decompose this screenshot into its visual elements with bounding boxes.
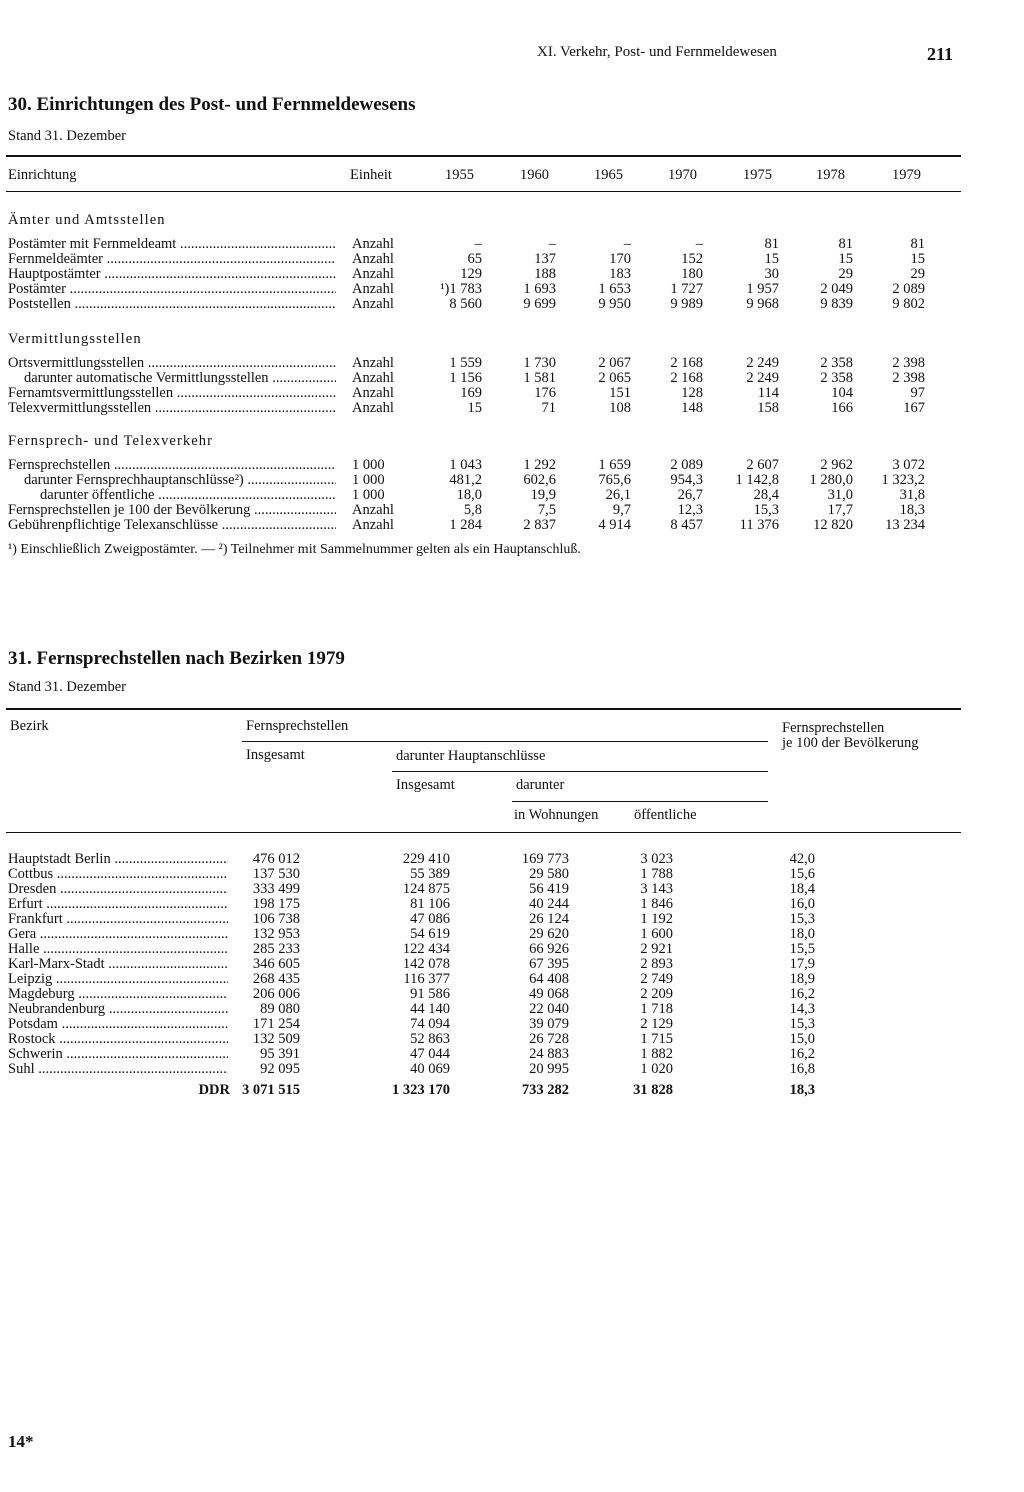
col-head-fernsprechstellen: Fernsprechstellen	[246, 718, 349, 734]
cell-hauptanschluesse: 81 106	[410, 896, 450, 912]
cell-hauptanschluesse: 52 863	[410, 1031, 450, 1047]
row-unit: Anzahl	[352, 400, 394, 416]
cell-insgesamt: 476 012	[252, 851, 300, 867]
table-row	[0, 1062, 1024, 1077]
rule-darunter-haupt	[392, 771, 768, 772]
cell-value: 1 653	[598, 281, 631, 297]
cell-value: –	[474, 236, 482, 252]
cell-value: 169	[460, 385, 482, 401]
row-label: Hauptpostämter .....	[8, 267, 336, 282]
total-insgesamt: 3 071 515	[242, 1082, 300, 1098]
col-head-wohnungen: in Wohnungen	[514, 807, 599, 823]
cell-value: 31,8	[899, 487, 925, 503]
cell-value: 954,3	[670, 472, 703, 488]
rule-darunter	[512, 801, 768, 802]
cell-value: 602,6	[523, 472, 556, 488]
table-row	[0, 897, 1024, 912]
cell-value: 129	[460, 266, 482, 282]
cell-wohnungen: 20 995	[529, 1061, 569, 1077]
cell-value: 7,5	[537, 502, 556, 518]
cell-value: 4 914	[598, 517, 631, 533]
cell-value: 15,3	[753, 502, 779, 518]
cell-value: 29	[838, 266, 853, 282]
cell-value: 71	[541, 400, 556, 416]
cell-value: 2 065	[598, 370, 631, 386]
row-bezirk: Halle .....	[8, 942, 228, 957]
cell-value: 12,3	[677, 502, 703, 518]
cell-oeffentliche: 1 600	[640, 926, 673, 942]
cell-value: 2 168	[670, 355, 703, 371]
table-31-top-rule	[6, 708, 961, 710]
table-30-title: 30. Einrichtungen des Post- und Fernmeldewesens	[8, 94, 416, 115]
cell-value: 2 398	[892, 370, 925, 386]
table-row	[0, 942, 1024, 957]
cell-value: 12 820	[813, 517, 853, 533]
table-row	[0, 297, 1024, 312]
running-header: XI. Verkehr, Post- und Fernmeldewesen	[537, 44, 777, 60]
signature-mark: 14*	[8, 1432, 34, 1451]
col-head-year: 1965	[594, 167, 623, 183]
table-31-head-rule	[6, 832, 961, 833]
cell-value: 2 168	[670, 370, 703, 386]
cell-je100: 18,0	[789, 926, 815, 942]
cell-wohnungen: 29 620	[529, 926, 569, 942]
table-row	[0, 1002, 1024, 1017]
table-row	[0, 488, 1024, 503]
row-unit: Anzahl	[352, 251, 394, 267]
row-bezirk: Magdeburg .....	[8, 987, 228, 1002]
cell-wohnungen: 39 079	[529, 1016, 569, 1032]
table-row	[0, 927, 1024, 942]
cell-value: –	[695, 236, 703, 252]
cell-insgesamt: 137 530	[252, 866, 300, 882]
cell-value: 188	[534, 266, 556, 282]
table-row	[0, 252, 1024, 267]
cell-oeffentliche: 1 788	[640, 866, 673, 882]
row-label: Postämter mit Fernmeldeamt .....	[8, 237, 336, 252]
cell-value: 166	[831, 400, 853, 416]
cell-value: 30	[764, 266, 779, 282]
cell-value: 1 581	[523, 370, 556, 386]
row-unit: 1 000	[352, 472, 385, 488]
col-head-year: 1970	[668, 167, 697, 183]
cell-je100: 16,2	[789, 1046, 815, 1062]
cell-insgesamt: 89 080	[260, 1001, 300, 1017]
cell-value: 29	[910, 266, 925, 282]
total-row	[0, 1083, 1024, 1098]
cell-hauptanschluesse: 229 410	[402, 851, 450, 867]
cell-value: 481,2	[449, 472, 482, 488]
col-head-year: 1975	[743, 167, 772, 183]
table-31-title: 31. Fernsprechstellen nach Bezirken 1979	[8, 648, 345, 669]
cell-oeffentliche: 2 129	[640, 1016, 673, 1032]
table-row	[0, 518, 1024, 533]
cell-value: 1 727	[670, 281, 703, 297]
row-label: Fernmeldeämter .....	[8, 252, 336, 267]
cell-hauptanschluesse: 54 619	[410, 926, 450, 942]
row-label: darunter Fernsprechhauptanschlüsse²) .....	[24, 473, 336, 488]
cell-value: 170	[609, 251, 631, 267]
cell-insgesamt: 106 738	[252, 911, 300, 927]
cell-je100: 15,5	[789, 941, 815, 957]
table-row	[0, 882, 1024, 897]
cell-value: 2 249	[746, 355, 779, 371]
cell-value: 128	[681, 385, 703, 401]
cell-oeffentliche: 1 718	[640, 1001, 673, 1017]
cell-value: 9,7	[612, 502, 631, 518]
rule-fernsprechstellen	[242, 741, 768, 742]
total-wohnungen: 733 282	[521, 1082, 569, 1098]
col-head-je100-line1: Fernsprechstellen	[782, 720, 885, 736]
cell-wohnungen: 56 419	[529, 881, 569, 897]
table-row	[0, 458, 1024, 473]
cell-insgesamt: 268 435	[252, 971, 300, 987]
cell-insgesamt: 132 509	[252, 1031, 300, 1047]
cell-insgesamt: 132 953	[252, 926, 300, 942]
page-number: 211	[927, 44, 954, 64]
cell-value: 2 607	[746, 457, 779, 473]
cell-oeffentliche: 3 143	[640, 881, 673, 897]
row-bezirk: Leipzig .....	[8, 972, 228, 987]
cell-je100: 18,9	[789, 971, 815, 987]
cell-insgesamt: 333 499	[252, 881, 300, 897]
row-bezirk: Potsdam .....	[8, 1017, 228, 1032]
cell-je100: 15,3	[789, 911, 815, 927]
total-oeffentliche: 31 828	[633, 1082, 673, 1098]
cell-wohnungen: 67 395	[529, 956, 569, 972]
cell-hauptanschluesse: 142 078	[402, 956, 450, 972]
cell-value: 1 730	[523, 355, 556, 371]
cell-je100: 17,9	[789, 956, 815, 972]
cell-insgesamt: 95 391	[260, 1046, 300, 1062]
row-unit: 1 000	[352, 487, 385, 503]
cell-je100: 15,3	[789, 1016, 815, 1032]
cell-insgesamt: 206 006	[252, 986, 300, 1002]
cell-value: 11 376	[739, 517, 779, 533]
table-30-head-rule	[6, 191, 961, 192]
cell-oeffentliche: 1 846	[640, 896, 673, 912]
cell-oeffentliche: 1 020	[640, 1061, 673, 1077]
cell-value: 5,8	[463, 502, 482, 518]
table-row	[0, 867, 1024, 882]
cell-oeffentliche: 3 023	[640, 851, 673, 867]
cell-value: 1 323,2	[881, 472, 925, 488]
col-head-darunter-haupt: darunter Hauptanschlüsse	[396, 748, 546, 764]
row-bezirk: Neubrandenburg .....	[8, 1002, 228, 1017]
table-row	[0, 972, 1024, 987]
row-bezirk: Dresden .....	[8, 882, 228, 897]
cell-value: 9 989	[670, 296, 703, 312]
table-row	[0, 371, 1024, 386]
cell-value: 1 693	[523, 281, 556, 297]
cell-value: 26,1	[605, 487, 631, 503]
cell-hauptanschluesse: 116 377	[403, 971, 450, 987]
cell-value: 108	[609, 400, 631, 416]
col-head-year: 1960	[520, 167, 549, 183]
table-row	[0, 912, 1024, 927]
cell-value: 17,7	[827, 502, 853, 518]
cell-value: 1 280,0	[809, 472, 853, 488]
table-31-subtitle: Stand 31. Dezember	[8, 679, 126, 695]
cell-value: 15	[467, 400, 482, 416]
cell-value: 2 837	[523, 517, 556, 533]
row-bezirk: Suhl .....	[8, 1062, 228, 1077]
cell-je100: 16,0	[789, 896, 815, 912]
cell-value: 151	[609, 385, 631, 401]
cell-oeffentliche: 1 882	[640, 1046, 673, 1062]
row-bezirk: Karl-Marx-Stadt .....	[8, 957, 228, 972]
row-bezirk: Erfurt .....	[8, 897, 228, 912]
row-unit: Anzahl	[352, 355, 394, 371]
col-head-year: 1978	[816, 167, 845, 183]
cell-value: 18,0	[456, 487, 482, 503]
cell-oeffentliche: 2 893	[640, 956, 673, 972]
cell-value: 2 962	[820, 457, 853, 473]
cell-value: 65	[467, 251, 482, 267]
cell-value: 1 292	[523, 457, 556, 473]
table-row	[0, 356, 1024, 371]
cell-value: 15	[764, 251, 779, 267]
cell-value: 2 358	[820, 355, 853, 371]
cell-value: 114	[757, 385, 779, 401]
table-row	[0, 1047, 1024, 1062]
cell-je100: 14,3	[789, 1001, 815, 1017]
cell-je100: 16,8	[789, 1061, 815, 1077]
col-head-bezirk: Bezirk	[10, 718, 49, 734]
table-row	[0, 473, 1024, 488]
row-unit: Anzahl	[352, 296, 394, 312]
row-bezirk: Frankfurt .....	[8, 912, 228, 927]
row-unit: Anzahl	[352, 517, 394, 533]
cell-value: 152	[681, 251, 703, 267]
row-label: Poststellen .....	[8, 297, 336, 312]
cell-value: 9 950	[598, 296, 631, 312]
cell-wohnungen: 22 040	[529, 1001, 569, 1017]
row-label: Gebührenpflichtige Telexanschlüsse .....	[8, 518, 336, 533]
cell-value: 26,7	[677, 487, 703, 503]
cell-wohnungen: 49 068	[529, 986, 569, 1002]
cell-insgesamt: 171 254	[252, 1016, 300, 1032]
cell-je100: 42,0	[789, 851, 815, 867]
table-row	[0, 1032, 1024, 1047]
row-bezirk: Cottbus .....	[8, 867, 228, 882]
total-je100: 18,3	[789, 1082, 815, 1098]
table-row	[0, 401, 1024, 416]
cell-value: 81	[764, 236, 779, 252]
cell-oeffentliche: 2 209	[640, 986, 673, 1002]
table-row	[0, 987, 1024, 1002]
cell-je100: 18,4	[789, 881, 815, 897]
cell-value: 167	[903, 400, 925, 416]
section-heading: Vermittlungsstellen	[8, 331, 142, 347]
row-unit: Anzahl	[352, 385, 394, 401]
row-label: darunter automatische Vermittlungsstellen .....	[24, 371, 336, 386]
cell-hauptanschluesse: 44 140	[410, 1001, 450, 1017]
cell-oeffentliche: 2 921	[640, 941, 673, 957]
row-label: Fernsprechstellen .....	[8, 458, 336, 473]
cell-value: ¹)1 783	[440, 281, 482, 297]
row-label: Telexvermittlungsstellen .....	[8, 401, 336, 416]
cell-value: 1 142,8	[735, 472, 779, 488]
cell-value: 8 560	[449, 296, 482, 312]
row-unit: Anzahl	[352, 266, 394, 282]
cell-value: 8 457	[670, 517, 703, 533]
row-unit: Anzahl	[352, 502, 394, 518]
row-label: Fernamtsvermittlungsstellen .....	[8, 386, 336, 401]
cell-value: 2 049	[820, 281, 853, 297]
cell-wohnungen: 169 773	[521, 851, 569, 867]
col-head-darunter: darunter	[516, 777, 565, 793]
cell-hauptanschluesse: 74 094	[410, 1016, 450, 1032]
cell-value: 81	[838, 236, 853, 252]
table-row	[0, 503, 1024, 518]
cell-value: 9 968	[746, 296, 779, 312]
table-row	[0, 267, 1024, 282]
cell-value: 18,3	[899, 502, 925, 518]
row-label: Postämter .....	[8, 282, 336, 297]
col-head-oeffentliche: öffentliche	[634, 807, 697, 823]
cell-value: 15	[910, 251, 925, 267]
cell-value: 9 802	[892, 296, 925, 312]
table-30-top-rule	[6, 155, 961, 157]
cell-value: 180	[681, 266, 703, 282]
row-bezirk: Gera .....	[8, 927, 228, 942]
table-row	[0, 386, 1024, 401]
row-label: Fernsprechstellen je 100 der Bevölkerung .....	[8, 503, 336, 518]
cell-wohnungen: 64 408	[529, 971, 569, 987]
row-unit: Anzahl	[352, 370, 394, 386]
col-head-einrichtung: Einrichtung	[8, 167, 77, 183]
cell-hauptanschluesse: 122 434	[402, 941, 450, 957]
cell-hauptanschluesse: 40 069	[410, 1061, 450, 1077]
cell-value: 9 699	[523, 296, 556, 312]
cell-value: 148	[681, 400, 703, 416]
cell-value: 1 659	[598, 457, 631, 473]
section-heading: Fernsprech- und Telexverkehr	[8, 433, 214, 449]
cell-value: 158	[757, 400, 779, 416]
cell-hauptanschluesse: 91 586	[410, 986, 450, 1002]
cell-value: 9 839	[820, 296, 853, 312]
table-30-subtitle: Stand 31. Dezember	[8, 128, 126, 144]
cell-value: 765,6	[598, 472, 631, 488]
cell-value: 97	[910, 385, 925, 401]
row-label: Ortsvermittlungsstellen .....	[8, 356, 336, 371]
cell-wohnungen: 26 124	[529, 911, 569, 927]
cell-value: 1 559	[449, 355, 482, 371]
cell-value: 13 234	[885, 517, 925, 533]
cell-value: 31,0	[827, 487, 853, 503]
cell-je100: 15,0	[789, 1031, 815, 1047]
cell-value: 81	[910, 236, 925, 252]
col-head-je100-line2: je 100 der Bevölkerung	[782, 735, 919, 751]
section-heading: Ämter und Amtsstellen	[8, 212, 166, 228]
cell-value: 183	[609, 266, 631, 282]
cell-value: 1 156	[449, 370, 482, 386]
col-head-einheit: Einheit	[350, 167, 392, 183]
cell-value: 176	[534, 385, 556, 401]
col-head-year: 1955	[445, 167, 474, 183]
col-head-insgesamt: Insgesamt	[246, 747, 305, 763]
cell-insgesamt: 92 095	[260, 1061, 300, 1077]
cell-value: 1 957	[746, 281, 779, 297]
cell-hauptanschluesse: 55 389	[410, 866, 450, 882]
cell-value: –	[548, 236, 556, 252]
cell-value: 2 358	[820, 370, 853, 386]
total-label: DDR	[198, 1082, 230, 1098]
table-30-footnote: ¹) Einschließlich Zweigpostämter. — ²) Teilnehmer mit Sammelnummer gelten als ein Hauptanschluß.	[8, 542, 581, 557]
cell-oeffentliche: 2 749	[640, 971, 673, 987]
table-row	[0, 957, 1024, 972]
cell-value: 2 398	[892, 355, 925, 371]
table-row	[0, 852, 1024, 867]
cell-value: 2 089	[892, 281, 925, 297]
row-unit: Anzahl	[352, 236, 394, 252]
cell-value: 1 043	[449, 457, 482, 473]
cell-wohnungen: 29 580	[529, 866, 569, 882]
cell-insgesamt: 346 605	[252, 956, 300, 972]
cell-value: 15	[838, 251, 853, 267]
cell-oeffentliche: 1 192	[640, 911, 673, 927]
col-head-insgesamt2: Insgesamt	[396, 777, 455, 793]
cell-wohnungen: 24 883	[529, 1046, 569, 1062]
cell-wohnungen: 26 728	[529, 1031, 569, 1047]
cell-hauptanschluesse: 47 086	[410, 911, 450, 927]
cell-value: 137	[534, 251, 556, 267]
cell-value: 28,4	[753, 487, 779, 503]
table-row	[0, 237, 1024, 252]
cell-insgesamt: 285 233	[252, 941, 300, 957]
col-head-year: 1979	[892, 167, 921, 183]
total-hauptanschluesse: 1 323 170	[392, 1082, 450, 1098]
cell-value: 2 067	[598, 355, 631, 371]
cell-value: 3 072	[892, 457, 925, 473]
cell-hauptanschluesse: 47 044	[410, 1046, 450, 1062]
cell-value: –	[623, 236, 631, 252]
cell-insgesamt: 198 175	[252, 896, 300, 912]
cell-value: 2 249	[746, 370, 779, 386]
cell-je100: 16,2	[789, 986, 815, 1002]
row-label: darunter öffentliche .....	[40, 488, 336, 503]
cell-je100: 15,6	[789, 866, 815, 882]
cell-value: 2 089	[670, 457, 703, 473]
row-bezirk: Rostock .....	[8, 1032, 228, 1047]
row-bezirk: Hauptstadt Berlin .....	[8, 852, 228, 867]
cell-oeffentliche: 1 715	[640, 1031, 673, 1047]
row-unit: 1 000	[352, 457, 385, 473]
cell-value: 104	[831, 385, 853, 401]
row-unit: Anzahl	[352, 281, 394, 297]
cell-value: 1 284	[449, 517, 482, 533]
table-row	[0, 282, 1024, 297]
table-row	[0, 1017, 1024, 1032]
cell-hauptanschluesse: 124 875	[402, 881, 450, 897]
cell-value: 19,9	[530, 487, 556, 503]
row-bezirk: Schwerin .....	[8, 1047, 228, 1062]
cell-wohnungen: 40 244	[529, 896, 569, 912]
cell-wohnungen: 66 926	[529, 941, 569, 957]
